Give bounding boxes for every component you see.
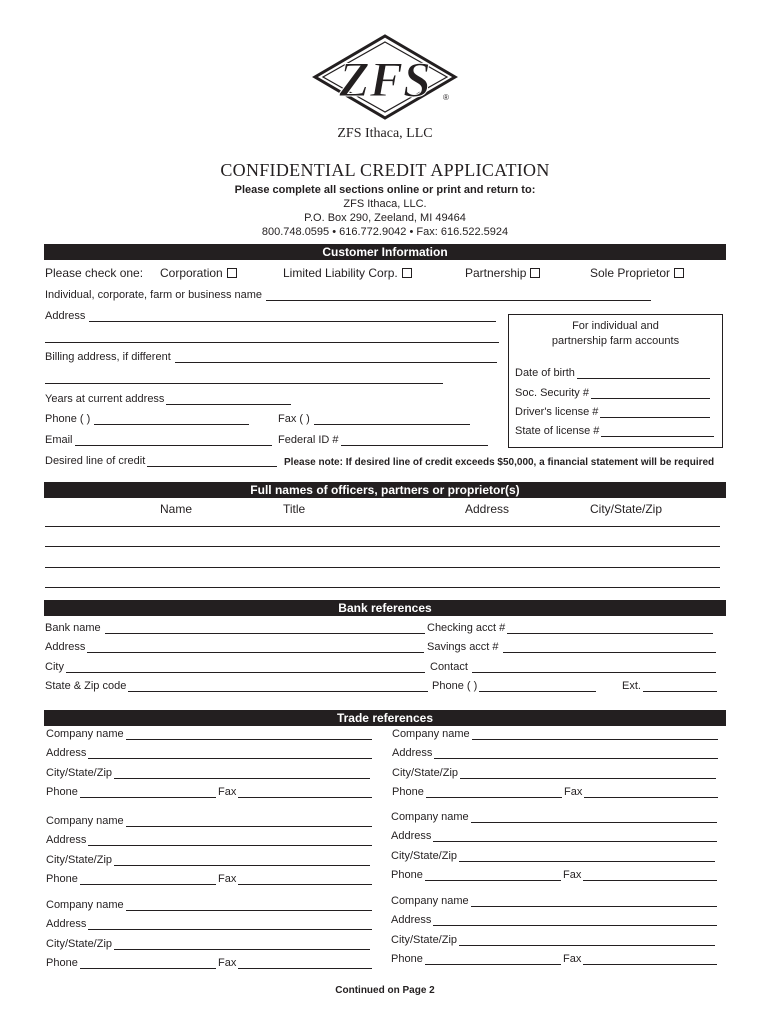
drivers-license-field[interactable] <box>515 406 710 418</box>
option-corporation-label: Corporation <box>160 266 223 280</box>
trade-phone-line[interactable] <box>425 869 561 881</box>
dob-label: Date of birth <box>515 367 575 379</box>
officer-line[interactable] <box>45 587 720 588</box>
bank-name-field[interactable] <box>45 622 425 634</box>
section-trade-references: Trade references <box>44 710 726 726</box>
trade-phone-line[interactable] <box>426 786 562 798</box>
trade-phone-field[interactable] <box>46 873 216 885</box>
trade-phone-field[interactable] <box>392 786 562 798</box>
trade-fax-field[interactable] <box>563 869 717 881</box>
desired-credit-line[interactable] <box>147 455 277 467</box>
trade-address-label: Address <box>46 834 87 846</box>
dob-field[interactable] <box>515 367 710 379</box>
billing-address-label: Billing address, if different <box>45 351 171 363</box>
trade-phone-field[interactable] <box>46 957 216 969</box>
trade-address-line[interactable] <box>434 747 718 759</box>
trade-address-label: Address <box>46 918 87 930</box>
trade-city-line[interactable] <box>459 934 715 946</box>
trade-address-label: Address <box>391 914 432 926</box>
business-name-field[interactable] <box>45 289 651 301</box>
drivers-license-label: Driver's license # <box>515 406 599 418</box>
trade-company-field[interactable] <box>392 728 718 740</box>
drivers-license-line[interactable] <box>600 406 710 418</box>
trade-city-line[interactable] <box>460 767 716 779</box>
state-zip-label: State & Zip code <box>45 680 127 692</box>
financial-statement-note: Please note: If desired line of credit exceeds $50,000, a financial statement will be required <box>284 457 715 468</box>
check-one-label: Please check one: <box>45 266 144 280</box>
trade-company-line[interactable] <box>472 728 718 740</box>
trade-company-line[interactable] <box>126 815 372 827</box>
bank-contact-field[interactable] <box>430 661 716 673</box>
trade-company-field[interactable] <box>46 899 372 911</box>
bank-address-label: Address <box>45 641 86 653</box>
state-zip-line[interactable] <box>128 680 428 692</box>
trade-phone-label: Phone <box>46 873 78 885</box>
trade-fax-line[interactable] <box>584 786 718 798</box>
trade-company-line[interactable] <box>126 899 372 911</box>
bank-state-zip-field[interactable] <box>45 680 428 692</box>
partnership-checkbox[interactable] <box>530 268 540 278</box>
llc-checkbox[interactable] <box>402 268 412 278</box>
email-field[interactable] <box>45 434 272 446</box>
logo-text: ZFS <box>339 51 431 107</box>
option-partnership-label: Partnership <box>465 266 527 280</box>
svg-text:®: ® <box>443 93 449 102</box>
desired-credit-field[interactable] <box>45 455 277 467</box>
trade-city-label: City/State/Zip <box>46 767 113 779</box>
trade-company-line[interactable] <box>126 728 372 740</box>
trade-company-field[interactable] <box>46 728 372 740</box>
federal-id-line[interactable] <box>341 434 488 446</box>
trade-city-field[interactable] <box>391 850 715 862</box>
billing-address-line[interactable] <box>175 351 497 363</box>
business-name-line[interactable] <box>266 289 651 301</box>
trade-company-field[interactable] <box>391 895 717 907</box>
email-line[interactable] <box>75 434 272 446</box>
trade-fax-label: Fax <box>218 957 237 969</box>
trade-phone-field[interactable] <box>391 869 561 881</box>
trade-phone-line[interactable] <box>80 786 216 798</box>
return-address-name: ZFS Ithaca, LLC. <box>343 198 427 210</box>
section-customer-information: Customer Information <box>44 244 726 260</box>
ssn-field[interactable] <box>515 387 710 399</box>
trade-fax-line[interactable] <box>238 957 372 969</box>
trade-phone-label: Phone <box>391 869 423 881</box>
trade-city-label: City/State/Zip <box>392 767 459 779</box>
trade-company-line[interactable] <box>471 811 717 823</box>
trade-fax-line[interactable] <box>238 873 372 885</box>
trade-city-line[interactable] <box>459 850 715 862</box>
trade-address-field[interactable] <box>46 834 372 846</box>
option-partnership[interactable] <box>465 266 540 280</box>
continued-note: Continued on Page 2 <box>335 985 435 996</box>
address-line[interactable] <box>89 310 496 322</box>
checking-label: Checking acct # <box>427 622 506 634</box>
trade-company-label: Company name <box>46 728 124 740</box>
col-address: Address <box>465 502 510 516</box>
checking-acct-field[interactable] <box>427 622 713 634</box>
ssn-label: Soc. Security # <box>515 387 589 399</box>
trade-city-label: City/State/Zip <box>391 934 458 946</box>
bank-address-line[interactable] <box>87 641 424 653</box>
trade-phone-field[interactable] <box>391 953 561 965</box>
business-name-label: Individual, corporate, farm or business name <box>45 289 263 301</box>
trade-fax-label: Fax <box>563 869 582 881</box>
trade-address-field[interactable] <box>392 747 718 759</box>
contact-label: Contact <box>430 661 468 673</box>
bank-phone-label: Phone ( ) <box>432 680 478 692</box>
trade-fax-field[interactable] <box>564 786 718 798</box>
trade-fax-label: Fax <box>218 873 237 885</box>
page-title: CONFIDENTIAL CREDIT APPLICATION <box>220 160 550 180</box>
bank-address-field[interactable] <box>45 641 424 653</box>
option-llc[interactable] <box>283 266 412 280</box>
trade-fax-label: Fax <box>563 953 582 965</box>
trade-city-line[interactable] <box>114 767 370 779</box>
trade-company-label: Company name <box>46 899 124 911</box>
trade-city-label: City/State/Zip <box>46 854 113 866</box>
phone-line[interactable] <box>94 413 249 425</box>
trade-company-label: Company name <box>392 728 470 740</box>
zfs-logo <box>305 34 465 120</box>
trade-city-field[interactable] <box>391 934 715 946</box>
state-license-field[interactable] <box>515 425 714 437</box>
section-officers: Full names of officers, partners or proprietor(s) <box>44 482 726 498</box>
col-name: Name <box>160 502 193 516</box>
trade-city-field[interactable] <box>46 938 370 950</box>
trade-address-line[interactable] <box>433 830 717 842</box>
years-line[interactable] <box>166 393 291 405</box>
bank-city-field[interactable] <box>45 661 425 673</box>
farm-box-title-1: For individual and <box>572 320 659 332</box>
trade-phone-field[interactable] <box>46 786 216 798</box>
trade-phone-label: Phone <box>391 953 423 965</box>
officer-line[interactable] <box>45 546 720 547</box>
trade-company-field[interactable] <box>391 811 717 823</box>
trade-fax-label: Fax <box>218 786 237 798</box>
section-bank-references: Bank references <box>44 600 726 616</box>
col-city-state-zip: City/State/Zip <box>590 502 663 516</box>
billing-address-field[interactable] <box>45 351 497 363</box>
officer-line[interactable] <box>45 567 720 568</box>
officer-line[interactable] <box>45 526 720 527</box>
federal-id-label: Federal ID # <box>278 434 339 446</box>
state-license-line[interactable] <box>601 425 714 437</box>
trade-address-line[interactable] <box>433 914 717 926</box>
desired-credit-label: Desired line of credit <box>45 455 146 467</box>
bank-name-line[interactable] <box>105 622 425 634</box>
fax-field[interactable] <box>278 413 470 425</box>
address-line-2[interactable] <box>45 342 499 343</box>
trade-phone-label: Phone <box>46 786 78 798</box>
trade-city-line[interactable] <box>114 938 370 950</box>
fax-label: Fax ( ) <box>278 413 310 425</box>
billing-address-line-2[interactable] <box>45 383 443 384</box>
trade-city-label: City/State/Zip <box>46 938 113 950</box>
trade-fax-line[interactable] <box>238 786 372 798</box>
col-title: Title <box>283 502 306 516</box>
ext-label: Ext. <box>622 680 641 692</box>
trade-company-label: Company name <box>391 895 469 907</box>
trade-fax-field[interactable] <box>218 957 372 969</box>
ssn-line[interactable] <box>591 387 710 399</box>
trade-city-label: City/State/Zip <box>391 850 458 862</box>
trade-address-field[interactable] <box>46 747 372 759</box>
bank-ext-field[interactable] <box>622 680 717 692</box>
option-llc-label: Limited Liability Corp. <box>283 266 398 280</box>
savings-line[interactable] <box>503 641 716 653</box>
trade-phone-line[interactable] <box>425 953 561 965</box>
trade-city-field[interactable] <box>46 767 370 779</box>
return-address-phone: 800.748.0595 • 616.772.9042 • Fax: 616.522.5924 <box>261 226 509 238</box>
bank-phone-field[interactable] <box>432 680 596 692</box>
trade-city-field[interactable] <box>46 854 370 866</box>
address-label: Address <box>45 310 86 322</box>
farm-box-title-2: partnership farm accounts <box>551 335 680 347</box>
checking-line[interactable] <box>507 622 713 634</box>
state-license-label: State of license # <box>515 425 600 437</box>
trade-company-label: Company name <box>46 815 124 827</box>
trade-address-label: Address <box>46 747 87 759</box>
bank-city-label: City <box>45 661 64 673</box>
trade-fax-field[interactable] <box>218 786 372 798</box>
trade-address-field[interactable] <box>46 918 372 930</box>
bank-phone-line[interactable] <box>479 680 596 692</box>
trade-address-line[interactable] <box>88 834 372 846</box>
trade-company-line[interactable] <box>471 895 717 907</box>
trade-company-label: Company name <box>391 811 469 823</box>
fax-line[interactable] <box>314 413 470 425</box>
trade-company-field[interactable] <box>46 815 372 827</box>
bank-city-line[interactable] <box>66 661 425 673</box>
phone-label: Phone ( ) <box>45 413 91 425</box>
federal-id-field[interactable] <box>278 434 488 446</box>
trade-fax-field[interactable] <box>218 873 372 885</box>
trade-city-field[interactable] <box>392 767 716 779</box>
trade-phone-line[interactable] <box>80 957 216 969</box>
option-corporation[interactable] <box>160 266 237 280</box>
trade-city-line[interactable] <box>114 854 370 866</box>
option-sole-proprietor[interactable] <box>590 266 684 280</box>
option-sole-label: Sole Proprietor <box>590 266 671 280</box>
years-at-address-field[interactable] <box>45 393 291 405</box>
sole-proprietor-checkbox[interactable] <box>674 268 684 278</box>
trade-fax-line[interactable] <box>583 869 717 881</box>
address-field[interactable] <box>45 310 496 322</box>
trade-fax-label: Fax <box>564 786 583 798</box>
trade-phone-label: Phone <box>392 786 424 798</box>
trade-phone-label: Phone <box>46 957 78 969</box>
dob-line[interactable] <box>577 367 710 379</box>
farm-accounts-box <box>508 314 723 448</box>
ext-line[interactable] <box>643 680 717 692</box>
trade-address-field[interactable] <box>391 914 717 926</box>
trade-address-line[interactable] <box>88 918 372 930</box>
phone-field[interactable] <box>45 413 249 425</box>
trade-address-label: Address <box>391 830 432 842</box>
bank-name-label: Bank name <box>45 622 101 634</box>
trade-address-label: Address <box>392 747 433 759</box>
email-label: Email <box>45 434 73 446</box>
corporation-checkbox[interactable] <box>227 268 237 278</box>
instruction-text: Please complete all sections online or print and return to: <box>234 184 536 196</box>
trade-fax-field[interactable] <box>563 953 717 965</box>
trade-address-field[interactable] <box>391 830 717 842</box>
contact-line[interactable] <box>472 661 716 673</box>
return-address-street: P.O. Box 290, Zeeland, MI 49464 <box>304 212 466 224</box>
years-label: Years at current address <box>45 393 165 405</box>
company-name: ZFS Ithaca, LLC <box>337 126 433 141</box>
trade-address-line[interactable] <box>88 747 372 759</box>
trade-phone-line[interactable] <box>80 873 216 885</box>
savings-acct-field[interactable] <box>427 641 716 653</box>
trade-fax-line[interactable] <box>583 953 717 965</box>
savings-label: Savings acct # <box>427 641 499 653</box>
